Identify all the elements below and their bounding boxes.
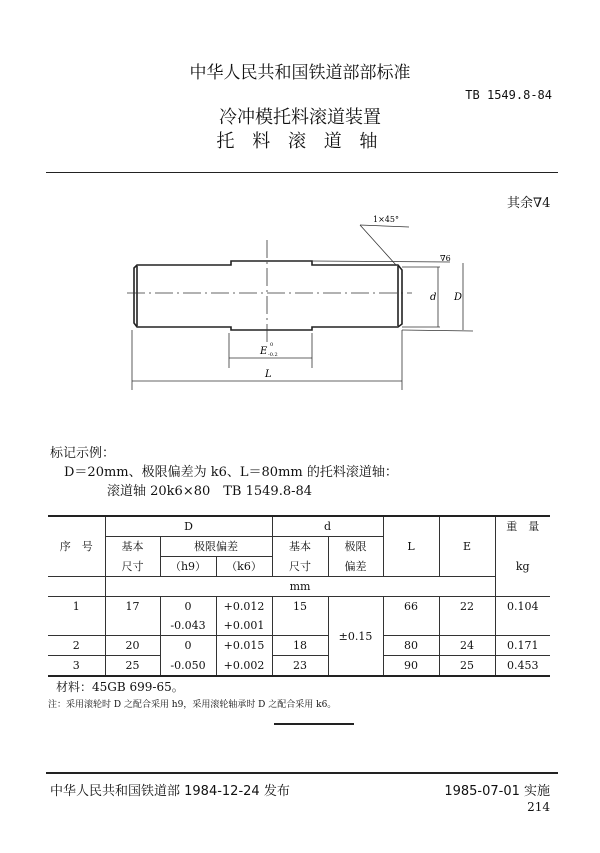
cell-D: 25 [105,656,160,677]
cell-d: 15 [272,597,328,617]
cell-L: 66 [383,597,439,617]
cell-E: 24 [439,636,495,656]
cell-h9-lower: -0.050 [160,656,216,677]
end-mark [274,723,354,725]
header-size: 尺寸 [105,557,160,577]
title-line2: 托 料 滚 道 轴 [216,131,384,152]
issuer-title: 中华人民共和国铁道部部标准 [189,63,411,83]
tol-E-upper: 0 [270,342,274,348]
label-D: D [454,292,463,303]
cell-weight: 0.104 [495,597,550,617]
cell-h9-lower: -0.043 [160,616,216,636]
header-size2: 尺寸 [272,557,328,577]
example-line1: D＝20mm、极限偏差为 k6、L＝80mm 的托料滚道轴： [64,465,398,480]
label-L: L [265,369,272,380]
cell-no: 1 [48,597,105,617]
header-weight: 重 量 [495,516,550,537]
roughness-6: ∇6 [440,254,451,263]
header-E: E [439,516,495,577]
header-limit: 极限 [328,537,383,557]
cell-D: 17 [105,597,160,617]
cell-no: 2 [48,636,105,656]
header-d: d [272,516,383,537]
label-d: d [430,292,437,303]
header-dev: 偏差 [328,557,383,577]
header-k6: （k6） [216,557,272,577]
cell-L: 90 [383,656,439,677]
cell-k6-lower: +0.002 [216,656,272,677]
cell-weight: 0.171 [495,636,550,656]
header-kg: kg [495,537,550,597]
tol-E-lower: -0.2 [268,352,278,358]
page-number: 214 [527,800,550,814]
cell-weight: 0.453 [495,656,550,677]
cell-h9: 0 [160,597,216,617]
shaft-drawing [0,0,600,420]
cell-d-dev: ±0.15 [328,597,383,677]
cell-h9: 0 [160,636,216,656]
effective-date: 1985-07-01 实施 [444,784,550,799]
cell-d: 23 [272,656,328,677]
cell-k6-lower: +0.001 [216,616,272,636]
cell-E: 22 [439,597,495,617]
header-h9: （h9） [160,557,216,577]
shaft-outline [134,261,402,330]
published-date: 中华人民共和国铁道部 1984-12-24 发布 [50,784,290,799]
cell-L: 80 [383,636,439,656]
header-basic2: 基本 [272,537,328,557]
header-basic: 基本 [105,537,160,557]
header-L: L [383,516,439,577]
example-line2: 滚道轴 20k6×80 TB 1549.8-84 [107,484,313,499]
footer-divider [46,772,558,774]
material-note: 材料：45GB 699-65。 [56,680,184,694]
dimension-table [48,515,550,677]
standard-code: TB 1549.8-84 [465,88,552,102]
header-D: D [105,516,272,537]
chamfer-label: 1×45° [373,215,399,224]
cell-k6: +0.012 [216,597,272,617]
footnote: 注：采用滚轮时 D 之配合采用 h9，采用滚轮轴承时 D 之配合采用 k6。 [48,700,337,710]
header-mm: mm [105,577,495,597]
cell-E: 25 [439,656,495,677]
cell-d: 18 [272,636,328,656]
label-E: E [260,346,268,357]
header-no: 序 号 [48,516,105,577]
title-line1: 冷冲模托料滚道装置 [219,107,381,128]
cell-k6: +0.015 [216,636,272,656]
example-heading: 标记示例： [50,446,116,461]
roughness-rest: 其余∇4 [507,196,551,211]
cell-D: 20 [105,636,160,656]
header-limit-dev: 极限偏差 [160,537,272,557]
cell-no: 3 [48,656,105,677]
